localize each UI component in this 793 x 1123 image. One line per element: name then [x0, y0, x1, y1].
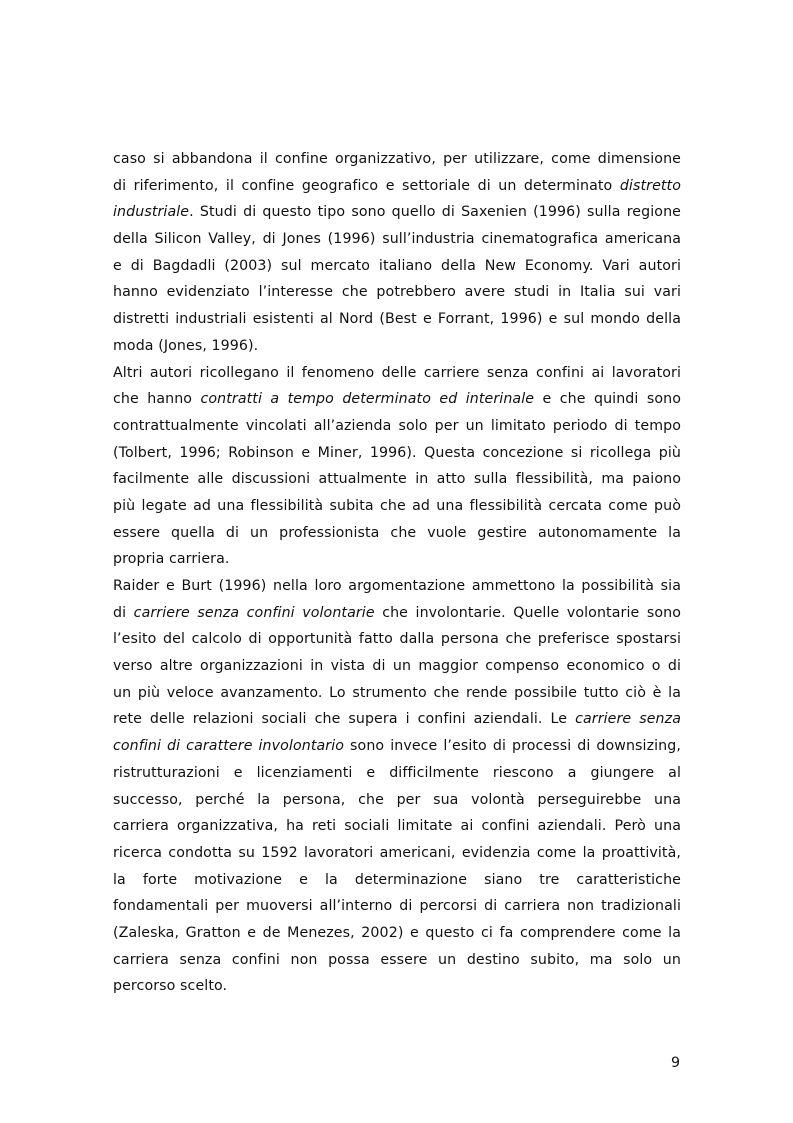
text-segment: carriera organizzativa, ha reti sociali limitate ai confini aziendali. Però una	[113, 818, 681, 835]
text-line	[113, 226, 681, 253]
text-segment: fondamentali per muoversi all’interno di percorsi di carriera non tradizionali	[113, 898, 681, 915]
text-line	[113, 333, 681, 360]
text-line	[113, 146, 681, 173]
italic-text: carriere senza confini volontarie	[133, 604, 375, 621]
text-segment: che involontarie. Quelle volontarie sono	[374, 604, 681, 621]
text-segment: sono invece l’esito di processi di downsizing,	[344, 738, 681, 755]
text-segment: distretti industriali esistenti al Nord (Best e Forrant, 1996) e sul mondo della	[113, 311, 681, 328]
italic-text: industriale	[113, 204, 190, 221]
text-segment: di	[113, 604, 134, 621]
text-segment: della Silicon Valley, di Jones (1996) sull’industria cinematografica americana	[113, 231, 681, 248]
text-segment: propria carriera.	[113, 551, 230, 568]
text-line	[113, 306, 681, 333]
text-segment: che hanno	[113, 391, 201, 408]
text-segment: l’esito del calcolo di opportunità fatto dalla persona che preferisce spostarsi	[113, 631, 681, 648]
text-segment: verso altre organizzazioni in vista di un maggior compenso economico o di	[113, 658, 681, 675]
text-segment: e che quindi sono	[534, 391, 681, 408]
text-line	[113, 920, 681, 947]
text-line	[113, 413, 681, 440]
text-line	[113, 760, 681, 787]
text-line	[113, 360, 681, 387]
text-line	[113, 440, 681, 467]
text-line	[113, 493, 681, 520]
text-line	[113, 787, 681, 814]
text-line	[113, 279, 681, 306]
text-segment: facilmente alle discussioni attualmente in atto sulla flessibilità, ma paiono	[113, 471, 681, 488]
text-segment: ristrutturazioni e licenziamenti e difficilmente riescono a giungere al	[113, 764, 681, 781]
text-segment: moda (Jones, 1996).	[113, 337, 259, 354]
text-segment: (Tolbert, 1996; Robinson e Miner, 1996). Questa concezione si ricollega più	[113, 444, 681, 461]
text-segment: ricerca condotta su 1592 lavoratori americani, evidenzia come la proattività,	[113, 844, 681, 861]
italic-text: carriere senza	[575, 711, 681, 728]
text-line	[113, 973, 681, 1000]
text-line	[113, 733, 681, 760]
text-segment: hanno evidenziato l’interesse che potrebbero avere studi in Italia sui vari	[113, 284, 681, 301]
paragraph	[113, 573, 681, 1000]
italic-text: confini di carattere involontario	[113, 738, 345, 755]
text-line	[113, 573, 681, 600]
text-line	[113, 199, 681, 226]
text-segment: caso si abbandona il confine organizzativo, per utilizzare, come dimensione	[113, 151, 681, 167]
text-line	[113, 813, 681, 840]
text-segment: essere quella di un professionista che vuole gestire autonomamente la	[113, 524, 681, 541]
body-text	[113, 146, 681, 1000]
text-segment: . Studi di questo tipo sono quello di Saxenien (1996) sulla regione	[189, 204, 681, 221]
text-line	[113, 706, 681, 733]
text-segment: di riferimento, il confine geografico e settoriale di un determinato	[113, 177, 620, 194]
text-segment: percorso scelto.	[113, 978, 228, 995]
paragraph	[113, 360, 681, 574]
text-segment: (Zaleska, Gratton e de Menezes, 2002) e questo ci fa comprendere come la	[113, 924, 681, 941]
text-line	[113, 386, 681, 413]
text-line	[113, 840, 681, 867]
text-line	[113, 466, 681, 493]
text-line	[113, 626, 681, 653]
text-segment: successo, perché la persona, che per sua volontà perseguirebbe una	[113, 791, 681, 808]
text-segment: rete delle relazioni sociali che supera i confini aziendali. Le	[113, 711, 576, 728]
paragraph	[113, 146, 681, 360]
text-line	[113, 680, 681, 707]
text-line	[113, 253, 681, 280]
text-line	[113, 600, 681, 627]
text-line	[113, 653, 681, 680]
text-line	[113, 947, 681, 974]
italic-text: contratti a tempo determinato ed interinale	[200, 391, 535, 408]
text-segment: contrattualmente vincolati all’azienda solo per un limitato periodo di tempo	[113, 417, 681, 434]
text-segment: un più veloce avanzamento. Lo strumento che rende possibile tutto ciò è la	[113, 684, 681, 701]
text-line	[113, 173, 681, 200]
page-number: 9	[670, 1055, 680, 1071]
text-segment: e di Bagdadli (2003) sul mercato italiano della New Economy. Vari autori	[113, 257, 681, 274]
text-segment: la forte motivazione e la determinazione siano tre caratteristiche	[113, 871, 681, 888]
text-line	[113, 893, 681, 920]
text-line	[113, 867, 681, 894]
text-line	[113, 520, 681, 547]
text-segment: carriera senza confini non possa essere un destino subito, ma solo un	[113, 951, 681, 968]
text-line	[113, 546, 681, 573]
text-segment: Altri autori ricollegano il fenomeno delle carriere senza confini ai lavoratori	[113, 364, 681, 381]
text-segment: più legate ad una flessibilità subita che ad una flessibilità cercata come può	[113, 497, 681, 514]
italic-text: distretto	[619, 177, 681, 194]
text-segment: Raider e Burt (1996) nella loro argomentazione ammettono la possibilità sia	[113, 578, 681, 594]
